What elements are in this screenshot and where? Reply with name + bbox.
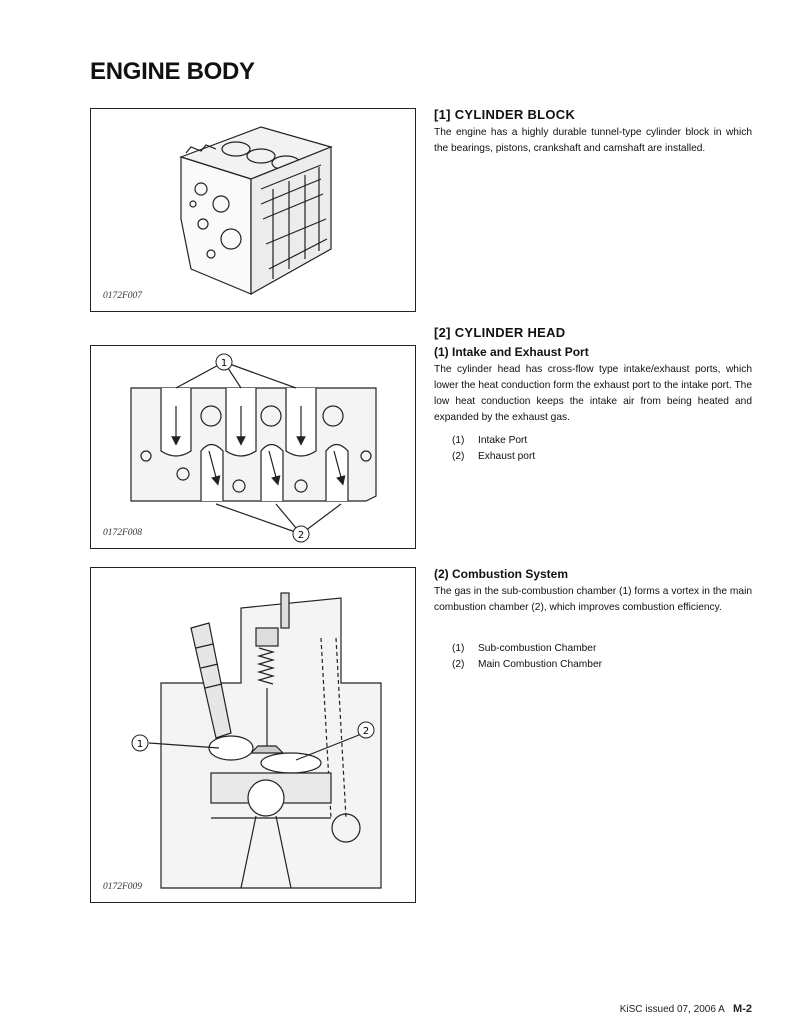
callout-1 [216, 354, 232, 370]
list-item: (1) Sub-combustion Chamber [452, 643, 597, 654]
page-number: M-2 [733, 1003, 752, 1015]
list-item: (2) Main Combustion Chamber [452, 659, 603, 670]
combustion-chamber-illustration [91, 568, 415, 902]
section-paragraph: The engine has a highly durable tunnel-type cylinder block in which the bearings, pistons, crankshaft and camshaft are installed. [434, 127, 752, 154]
callout-label: 1 [220, 358, 228, 369]
subsection-paragraph: The gas in the sub-combustion chamber (1) forms a vortex in the main combustion chamber (2), which improves combustion efficiency. [434, 586, 752, 613]
section-heading: [2] CYLINDER HEAD [434, 325, 566, 340]
combustion-system-figure [90, 567, 416, 903]
callout-label: 1 [136, 739, 144, 750]
intake-exhaust-port-figure [90, 345, 416, 549]
footer-issue: KiSC issued 07, 2006 A [619, 1004, 725, 1015]
page-footer [620, 1003, 752, 1015]
callout-label: 2 [297, 530, 305, 541]
list-item: (2) Exhaust port [452, 451, 536, 462]
legend-list [452, 641, 602, 673]
page-title: ENGINE BODY [90, 58, 255, 85]
figure-code: 0172F007 [103, 291, 143, 301]
figure-code: 0172F009 [103, 882, 143, 892]
cylinder-block-illustration [91, 109, 415, 311]
callout-2 [358, 722, 374, 738]
callout-2 [293, 526, 309, 542]
subsection-paragraph: The cylinder head has cross-flow type intake/exhaust ports, which lower the heat conduction form the exhaust port to the intake port. The low heat conduction keeps the intake air from being heated and expanded by the exhaust gas. [434, 364, 752, 423]
legend-list [452, 433, 535, 465]
cylinder-block-figure [90, 108, 416, 312]
callout-label: 2 [362, 726, 370, 737]
figure-code: 0172F008 [103, 528, 143, 538]
section-heading: [1] CYLINDER BLOCK [434, 107, 576, 122]
subsection-heading: (1) Intake and Exhaust Port [434, 345, 589, 359]
subsection-heading: (2) Combustion System [434, 567, 569, 581]
list-item: (1) Intake Port [452, 435, 528, 446]
cylinder-head-section-illustration [91, 346, 415, 548]
callout-1 [132, 735, 148, 751]
